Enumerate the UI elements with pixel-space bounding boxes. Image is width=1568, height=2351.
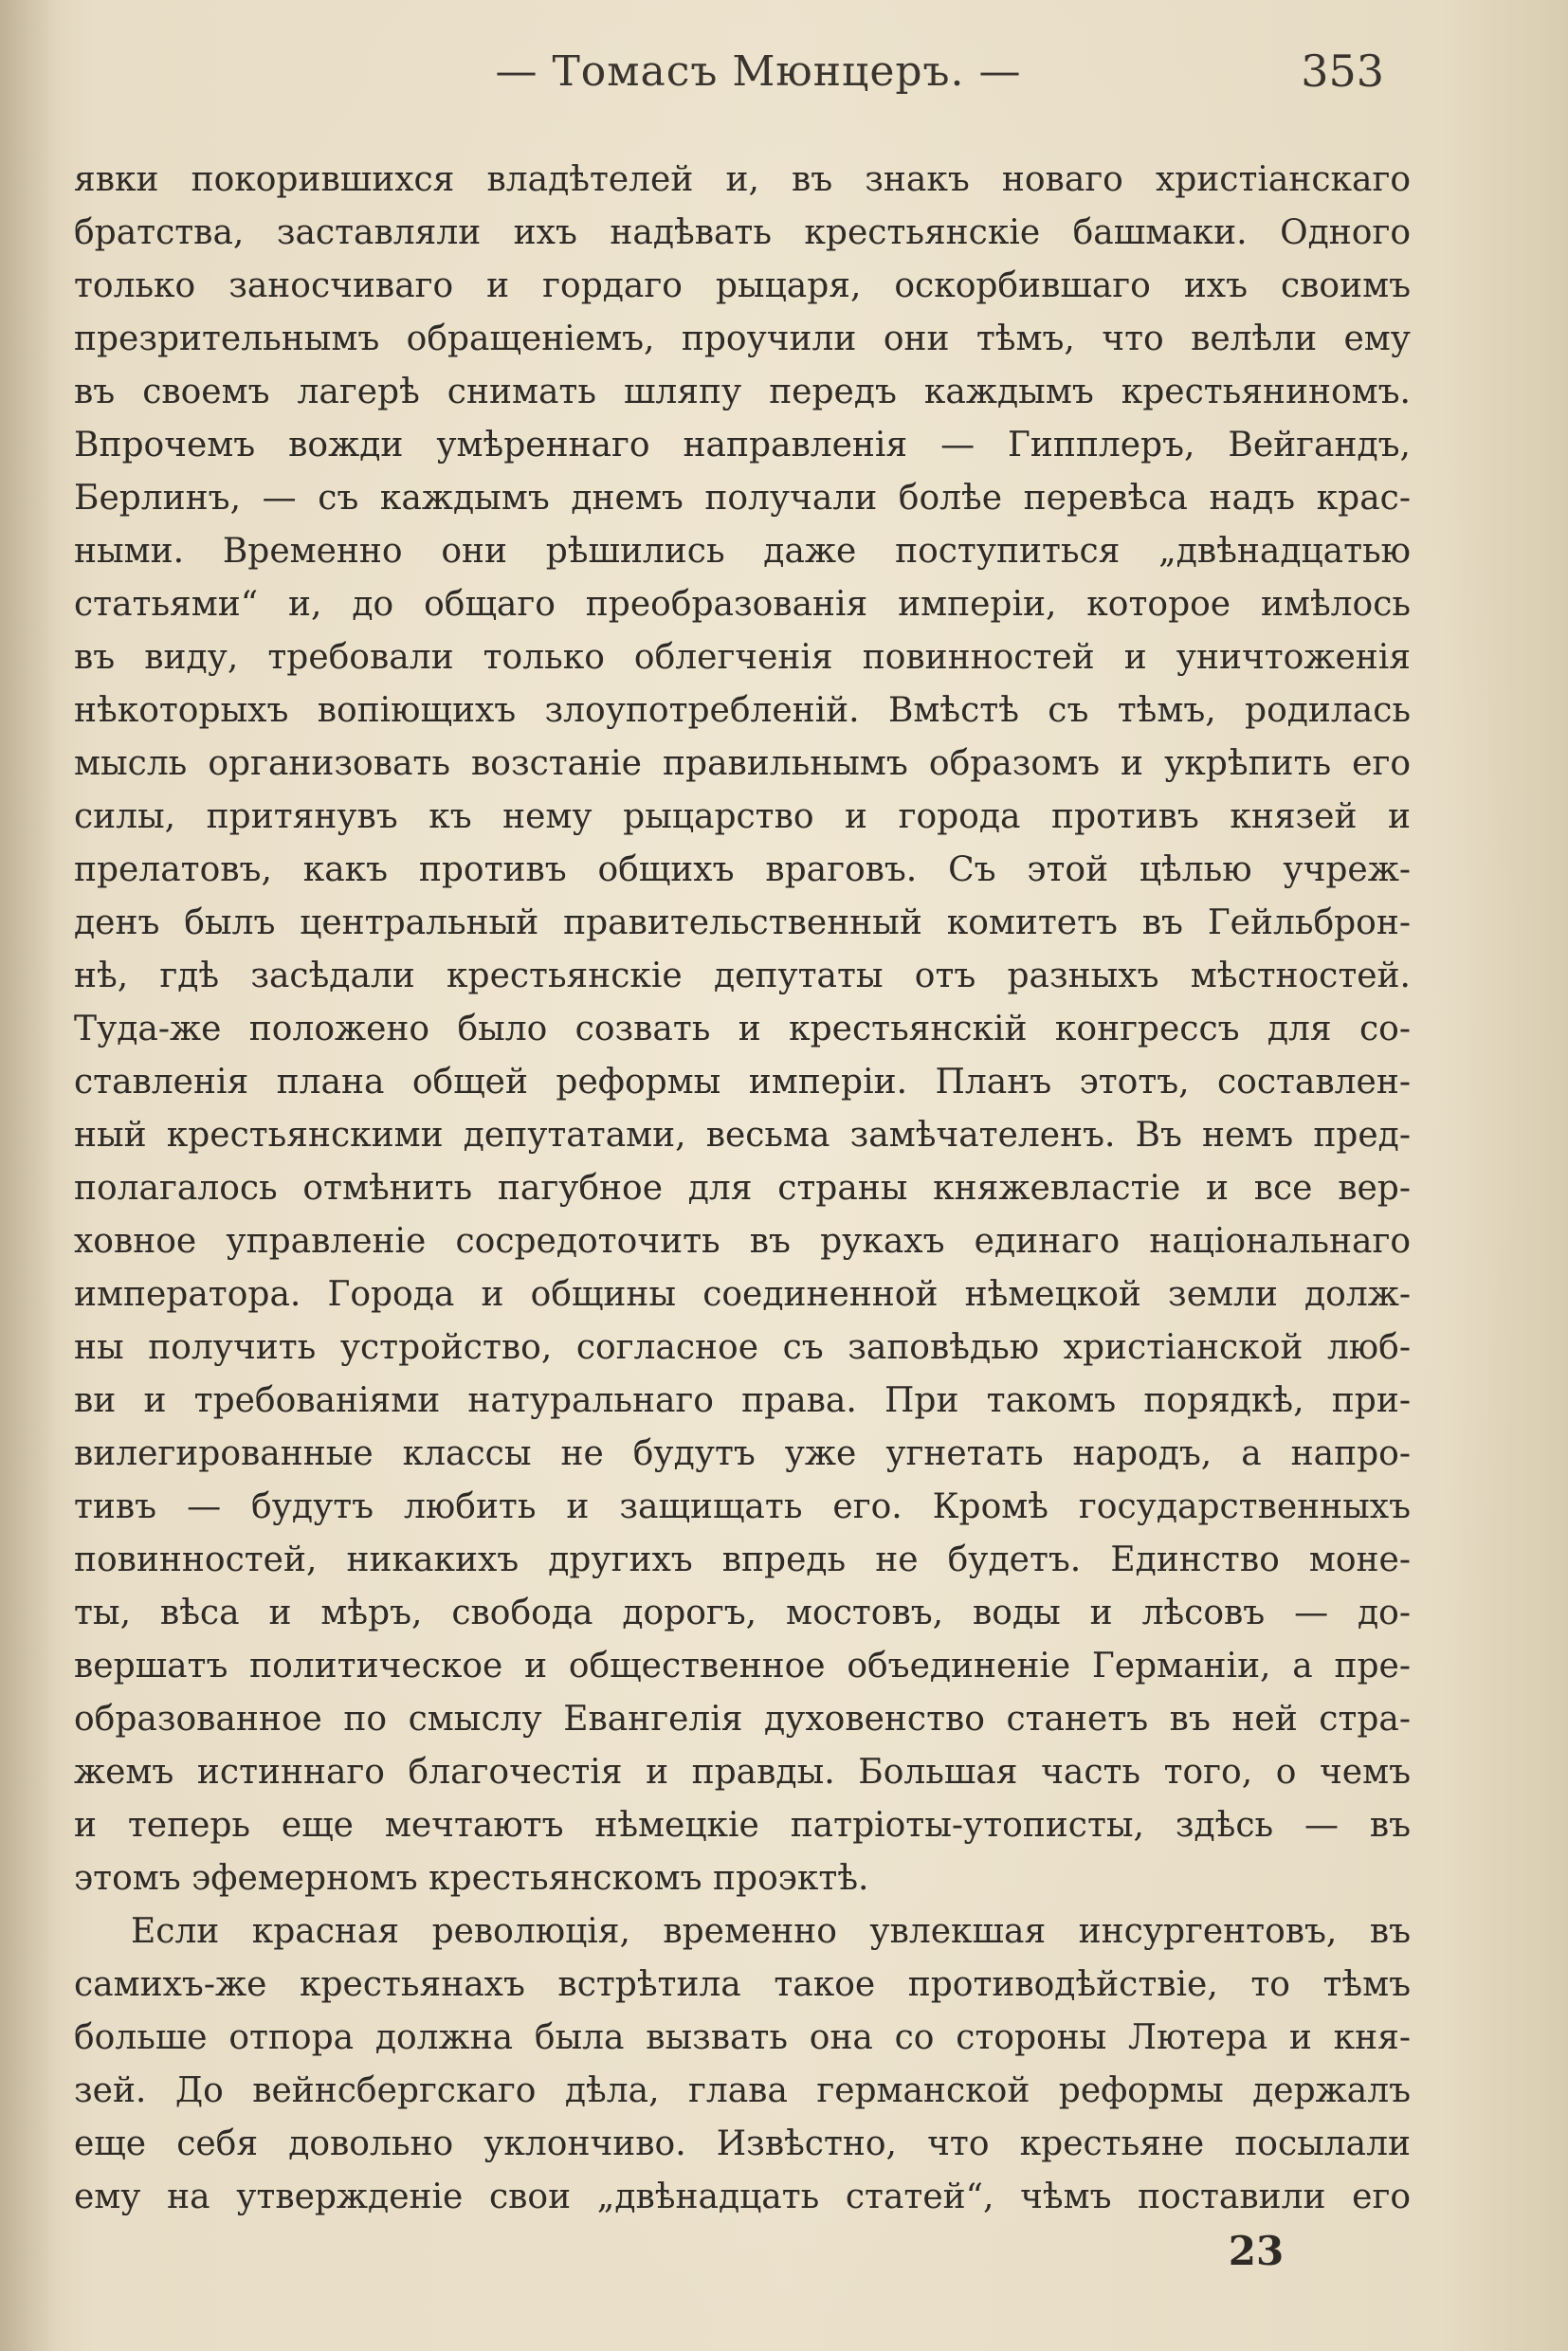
text-line: ны получить устройство, согласное съ заповѣдью христіанской люб- <box>74 1328 1411 1367</box>
body-text <box>74 154 1411 2224</box>
text-line: Берлинъ, — съ каждымъ днемъ получали болѣе перевѣса надъ крас- <box>74 479 1411 518</box>
text-line: тивъ — будутъ любить и защищать его. Кромѣ государственныхъ <box>74 1487 1411 1526</box>
text-line: еще себя довольно уклончиво. Извѣстно, что крестьяне посылали <box>74 2124 1411 2163</box>
text-line: въ своемъ лагерѣ снимать шляпу передъ каждымъ крестьяниномъ. <box>74 373 1411 411</box>
text-line: повинностей, никакихъ другихъ впредь не будетъ. Единство моне- <box>74 1540 1411 1579</box>
gutter-shadow <box>0 0 57 2351</box>
text-line: ставленія плана общей реформы имперіи. Планъ этотъ, составлен- <box>74 1063 1411 1102</box>
text-line: полагалось отмѣнить пагубное для страны княжевластіе и все вер- <box>74 1169 1411 1208</box>
text-line: и теперь еще мечтаютъ нѣмецкіе патріоты-утописты, здѣсь — въ <box>74 1806 1411 1845</box>
text-line: только заносчиваго и гордаго рыцаря, оскорбившаго ихъ своимъ <box>74 266 1411 305</box>
text-line: вилегированные классы не будутъ уже угнетать народъ, а напро- <box>74 1434 1411 1473</box>
signature-mark: 23 <box>1228 2228 1285 2274</box>
text-line: презрительнымъ обращеніемъ, проучили они тѣмъ, что велѣли ему <box>74 319 1411 358</box>
text-line: явки покорившихся владѣтелей и, въ знакъ новаго христіанскаго <box>74 160 1411 199</box>
text-line: ными. Временно они рѣшились даже поступиться „двѣнадцатью <box>74 532 1411 571</box>
text-line: статьями“ и, до общаго преобразованія имперіи, которое имѣлось <box>74 585 1411 624</box>
text-line: прелатовъ, какъ противъ общихъ враговъ. Съ этой цѣлью учреж- <box>74 850 1411 889</box>
text-line: Впрочемъ вожди умѣреннаго направленія — Гипплеръ, Вейгандъ, <box>74 426 1411 465</box>
text-line: ви и требованіями натуральнаго права. При такомъ порядкѣ, при- <box>74 1381 1411 1420</box>
text-line: вершатъ политическое и общественное объединеніе Германіи, а пре- <box>74 1647 1411 1686</box>
text-line: ему на утвержденіе свои „двѣнадцать статей“, чѣмъ поставили его <box>74 2178 1411 2216</box>
text-line: жемъ истиннаго благочестія и правды. Большая часть того, о чемъ <box>74 1753 1411 1792</box>
text-line: Туда-же положено было созвать и крестьянскій конгрессъ для со- <box>74 1010 1411 1048</box>
text-line: братства, заставляли ихъ надѣвать крестьянскіе башмаки. Одного <box>74 213 1411 252</box>
text-line: ный крестьянскими депутатами, весьма замѣчателенъ. Въ немъ пред- <box>74 1116 1411 1155</box>
running-head: — Томасъ Мюнцеръ. — <box>495 47 1022 96</box>
text-line: денъ былъ центральный правительственный комитетъ въ Гейльброн- <box>74 903 1411 942</box>
text-line: самихъ-же крестьянахъ встрѣтила такое противодѣйствіе, то тѣмъ <box>74 1965 1411 2004</box>
text-line: нѣ, гдѣ засѣдали крестьянскіе депутаты отъ разныхъ мѣстностей. <box>74 957 1411 995</box>
text-line: больше отпора должна была вызвать она со стороны Лютера и кня- <box>74 2018 1411 2057</box>
text-line: нѣкоторыхъ вопіющихъ злоупотребленій. Вмѣстѣ съ тѣмъ, родилась <box>74 691 1411 730</box>
text-line: въ виду, требовали только облегченія повинностей и уничтоженія <box>74 638 1411 677</box>
text-line: образованное по смыслу Евангелія духовенство станетъ въ ней стра- <box>74 1700 1411 1739</box>
text-line: силы, притянувъ къ нему рыцарство и города противъ князей и <box>74 797 1411 836</box>
paragraph-first-line: Если красная революція, временно увлекшая инсургентовъ, въ <box>131 1912 1411 1951</box>
text-line: мысль организовать возстаніе правильнымъ образомъ и укрѣпить его <box>74 744 1411 783</box>
text-line: ты, вѣса и мѣръ, свобода дорогъ, мостовъ, воды и лѣсовъ — до- <box>74 1594 1411 1632</box>
paragraph-last-line: этомъ эфемерномъ крестьянскомъ проэктѣ. <box>74 1859 869 1898</box>
text-line: ховное управленіе сосредоточить въ рукахъ единаго національнаго <box>74 1222 1411 1261</box>
text-line: зей. До вейнсбергскаго дѣла, глава германской реформы держалъ <box>74 2071 1411 2110</box>
page-number: 353 <box>1301 46 1384 97</box>
text-line: императора. Города и общины соединенной нѣмецкой земли долж- <box>74 1275 1411 1314</box>
